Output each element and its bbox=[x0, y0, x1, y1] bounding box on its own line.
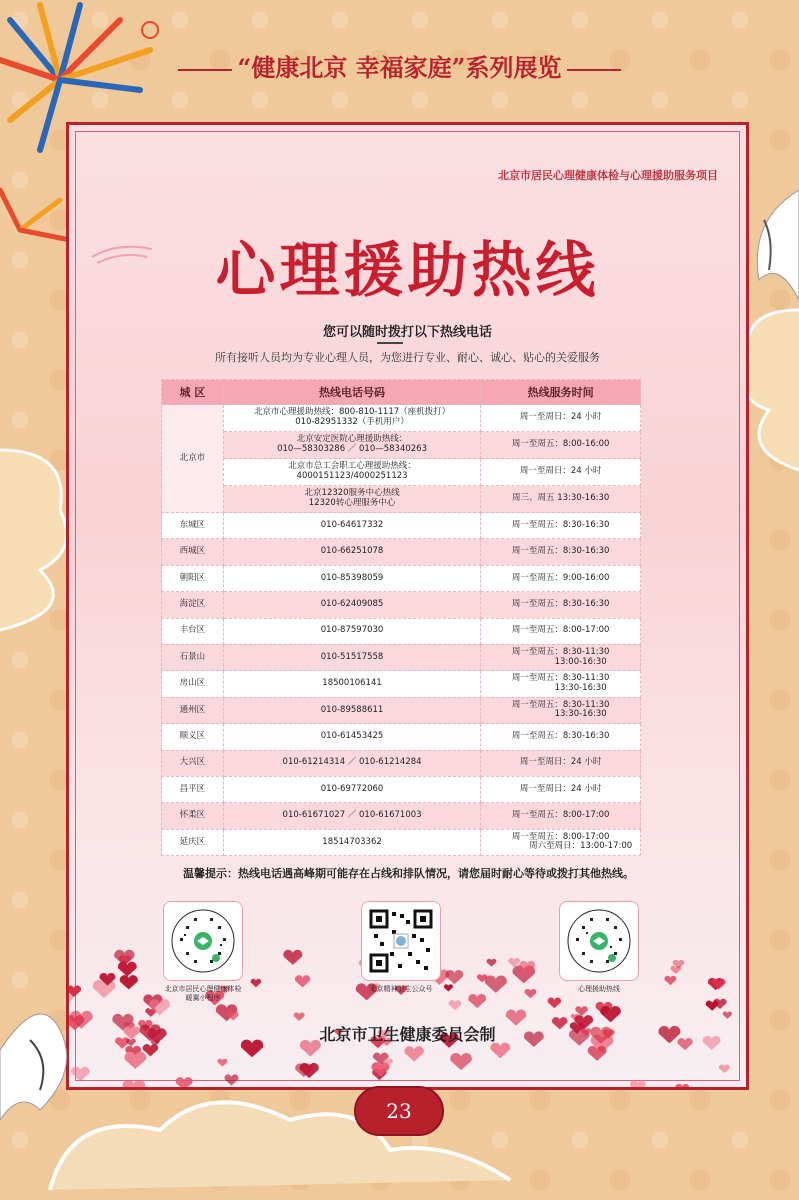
qr-card-wechat[interactable] bbox=[361, 901, 441, 981]
time-cell: 周一至周日：24 小时 bbox=[481, 750, 641, 776]
time-cell: 周一至周五：8:00-17:00 周六至周日：13:00-17:00 bbox=[481, 829, 641, 855]
series-title: “健康北京 幸福家庭”系列展览 bbox=[0, 48, 799, 83]
phone-cell: 010-61671027 ／ 010-61671003 bbox=[223, 803, 480, 829]
header-time: 热线服务时间 bbox=[481, 380, 641, 405]
heart-shape bbox=[283, 950, 302, 965]
time-cell: 周一至周五：8:30-16:30 bbox=[481, 513, 641, 539]
qr-label: 北京市居民心理健康体检 暖翼小程序 bbox=[164, 985, 242, 1003]
table-row bbox=[162, 644, 641, 670]
time-cell: 周一至周五：8:00-17:00 bbox=[481, 618, 641, 644]
city-cell: 北京市 bbox=[162, 405, 224, 513]
phone-cell: 010-61214314 ／ 010-61214284 bbox=[223, 750, 480, 776]
time-cell: 周一至周五：8:30-11:30 13:00-16:30 bbox=[481, 644, 641, 670]
time-cell: 周一至周日：24 小时 bbox=[481, 776, 641, 802]
phone-cell: 010-51517558 bbox=[223, 644, 480, 670]
district-cell: 西城区 bbox=[162, 539, 224, 565]
qr-card-hotline[interactable] bbox=[559, 901, 639, 981]
phone-cell: 18514703362 bbox=[223, 829, 480, 855]
district-cell: 延庆区 bbox=[162, 829, 224, 855]
phone-cell: 010-61453425 bbox=[223, 724, 480, 750]
heart-shape bbox=[548, 998, 562, 1009]
wechat-qr-icon bbox=[368, 908, 434, 974]
cloud-decoration bbox=[30, 1070, 530, 1200]
phone-cell: 北京市总工会职工心理援助热线： 4000151123/4000251123 bbox=[223, 459, 480, 486]
heart-shape bbox=[719, 1065, 730, 1074]
phone-cell: 010-64617332 bbox=[223, 513, 480, 539]
header-district: 城 区 bbox=[162, 380, 224, 405]
table-row bbox=[162, 829, 641, 855]
heart-shape bbox=[630, 1080, 646, 1087]
table-row bbox=[162, 776, 641, 802]
district-cell: 石景山 bbox=[162, 644, 224, 670]
qr-label: 心理援助热线 bbox=[578, 985, 620, 993]
table-row bbox=[162, 697, 641, 723]
district-cell: 昌平区 bbox=[162, 776, 224, 802]
time-cell: 周一至周五：8:30-16:30 bbox=[481, 592, 641, 618]
table-row bbox=[162, 432, 641, 459]
district-cell: 海淀区 bbox=[162, 592, 224, 618]
heart-shape bbox=[675, 1084, 689, 1087]
tip-text: 温馨提示：热线电话遇高峰期可能存在占线和排队情况，请您届时耐心等待或拨打其他热线。 bbox=[183, 867, 634, 880]
phone-cell: 18500106141 bbox=[223, 671, 480, 697]
district-cell: 通州区 bbox=[162, 697, 224, 723]
heart-shape bbox=[485, 975, 507, 992]
phone-cell: 010-87597030 bbox=[223, 618, 480, 644]
district-cell: 大兴区 bbox=[162, 750, 224, 776]
qr-card-mini-program[interactable] bbox=[163, 901, 243, 981]
table-row bbox=[162, 459, 641, 486]
heart-shape bbox=[295, 975, 310, 987]
time-cell: 周三、周五 13:30-16:30 bbox=[481, 486, 641, 513]
heart-shape bbox=[450, 1053, 472, 1070]
heart-shape bbox=[294, 1012, 305, 1021]
subtitle: 您可以随时拨打以下热线电话 bbox=[322, 325, 492, 340]
phone-cell: 010-66251078 bbox=[223, 539, 480, 565]
header-phone: 热线电话号码 bbox=[223, 380, 480, 405]
phone-cell: 010-69772060 bbox=[223, 776, 480, 802]
time-cell: 周一至周五：8:00-17:00 bbox=[481, 803, 641, 829]
table-row bbox=[162, 565, 641, 591]
time-cell: 周一至周五：8:00-16:00 bbox=[481, 432, 641, 459]
maker-credit: 北京市卫生健康委员会制 bbox=[319, 1025, 496, 1044]
phone-cell: 010-85398059 bbox=[223, 565, 480, 591]
heart-shape bbox=[487, 959, 497, 967]
phone-cell: 北京市心理援助热线：800-810-1117（座机拨打） 010-82951332（手机用户） bbox=[223, 405, 480, 432]
heart-shape bbox=[449, 1000, 462, 1010]
time-cell: 周一至周日：24 小时 bbox=[481, 405, 641, 432]
mini-program-qr-icon bbox=[566, 908, 632, 974]
district-cell: 房山区 bbox=[162, 671, 224, 697]
time-cell: 周一至周五：8:30-16:30 bbox=[481, 539, 641, 565]
time-cell: 周一至周日：24 小时 bbox=[481, 459, 641, 486]
heart-shape bbox=[118, 962, 137, 977]
main-title: 心理援助热线 bbox=[215, 236, 600, 306]
table-row bbox=[162, 539, 641, 565]
table-row bbox=[162, 803, 641, 829]
district-cell: 朝阳区 bbox=[162, 565, 224, 591]
phone-cell: 010-89588611 bbox=[223, 697, 480, 723]
district-cell: 东城区 bbox=[162, 513, 224, 539]
heart-shape bbox=[468, 994, 486, 1008]
heart-shape bbox=[525, 989, 537, 998]
time-cell: 周一至周五：8:30-11:30 13:30-16:30 bbox=[481, 671, 641, 697]
heart-shape bbox=[446, 970, 464, 984]
heart-shape bbox=[723, 1011, 732, 1018]
page-number: 23 bbox=[354, 1086, 444, 1136]
heart-shape bbox=[664, 976, 676, 985]
heart-shape bbox=[217, 1059, 227, 1067]
hotline-table bbox=[161, 379, 641, 856]
table-row bbox=[162, 724, 641, 750]
table-row bbox=[162, 405, 641, 432]
heart-shape bbox=[706, 1001, 719, 1011]
qr-label: 北京精神卫生公众号 bbox=[369, 985, 433, 993]
phone-cell: 北京安定医院心理援助热线： 010—58303286 ／ 010—58340263 bbox=[223, 432, 480, 459]
time-cell: 周一至周五：9:00-16:00 bbox=[481, 565, 641, 591]
district-cell: 顺义区 bbox=[162, 724, 224, 750]
poster-frame bbox=[66, 122, 749, 1090]
crane-decoration bbox=[0, 990, 90, 1140]
phone-cell: 010-62409085 bbox=[223, 592, 480, 618]
subtitle-description: 所有接听人员均为专业心理人员，为您进行专业、耐心、诚心、贴心的关爱服务 bbox=[215, 351, 600, 364]
phone-cell: 北京12320服务中心热线 12320转心理服务中心 bbox=[223, 486, 480, 513]
heart-shape bbox=[93, 980, 116, 998]
district-cell: 怀柔区 bbox=[162, 803, 224, 829]
project-label: 北京市居民心理健康体检与心理援助服务项目 bbox=[498, 169, 718, 182]
time-cell: 周一至周五：8:30-11:30 13:30-16:30 bbox=[481, 697, 641, 723]
time-cell: 周一至周五：8:30-16:30 bbox=[481, 724, 641, 750]
district-cell: 丰台区 bbox=[162, 618, 224, 644]
table-row bbox=[162, 618, 641, 644]
table-row bbox=[162, 513, 641, 539]
heart-shape bbox=[120, 975, 138, 989]
table-row bbox=[162, 671, 641, 697]
table-row bbox=[162, 486, 641, 513]
table-row bbox=[162, 750, 641, 776]
table-row bbox=[162, 592, 641, 618]
mini-program-qr-icon bbox=[170, 908, 236, 974]
heart-shape bbox=[404, 1046, 423, 1061]
